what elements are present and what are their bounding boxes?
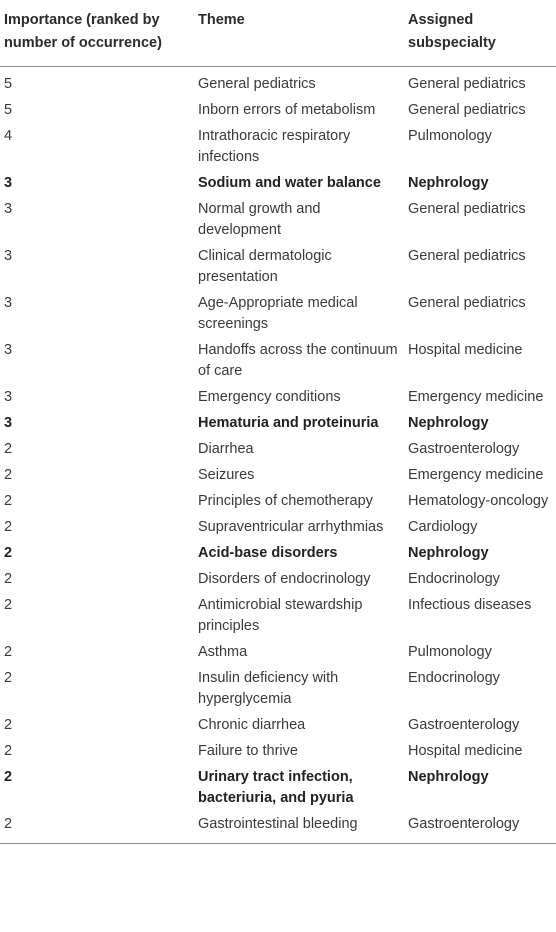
rank-cell: 3: [4, 389, 13, 405]
subspecialty-cell: Gastroenterology: [408, 441, 520, 457]
subspecialty-cell: Hematology-oncology: [408, 493, 549, 509]
theme-cell: Sodium and water balance: [198, 175, 381, 191]
table-row: [0, 739, 556, 765]
table-row: [0, 197, 556, 244]
table-row: [0, 515, 556, 541]
table-row: [0, 489, 556, 515]
rank-cell: 5: [4, 102, 13, 118]
subspecialty-cell: Pulmonology: [408, 128, 492, 144]
theme-cell: Urinary tract infection, bacteriuria, and pyuria: [198, 769, 354, 806]
table-row: [0, 67, 556, 99]
theme-cell: Disorders of endocrinology: [198, 571, 371, 587]
table-row: [0, 385, 556, 411]
table-row: [0, 812, 556, 844]
subspecialty-cell: Pulmonology: [408, 644, 492, 660]
theme-cell: General pediatrics: [198, 76, 316, 92]
rank-cell: 2: [4, 571, 13, 587]
rank-cell: 5: [4, 76, 13, 92]
theme-cell: Supraventricular arrhythmias: [198, 519, 384, 535]
subspecialty-cell: Infectious diseases: [408, 597, 532, 613]
table-row: [0, 171, 556, 197]
table-row: [0, 124, 556, 171]
theme-cell: Acid-base disorders: [198, 545, 338, 561]
table-row: [0, 291, 556, 338]
subspecialty-cell: Nephrology: [408, 415, 489, 431]
table-row: [0, 338, 556, 385]
theme-cell: Antimicrobial stewardship principles: [198, 597, 363, 634]
table-row: [0, 567, 556, 593]
rank-cell: 2: [0, 812, 194, 844]
subspecialty-cell: General pediatrics: [408, 201, 526, 217]
rank-cell: 2: [4, 467, 13, 483]
rank-cell: 2: [4, 441, 13, 457]
header-theme: Theme: [194, 0, 404, 67]
subspecialty-cell: Endocrinology: [408, 571, 500, 587]
theme-cell: Diarrhea: [198, 441, 254, 457]
rank-cell: 2: [4, 644, 13, 660]
rank-cell: 3: [4, 175, 13, 191]
table-row: [0, 541, 556, 567]
theme-cell: Clinical dermatologic presentation: [198, 248, 332, 285]
table-body: [0, 67, 556, 844]
rank-cell: 3: [4, 248, 13, 264]
table-row: [0, 98, 556, 124]
subspecialty-cell: Endocrinology: [408, 670, 500, 686]
subspecialty-cell: Emergency medicine: [408, 389, 544, 405]
rank-cell: 4: [4, 128, 13, 144]
rank-cell: 2: [4, 493, 13, 509]
table-row: [0, 765, 556, 812]
rank-cell: 3: [4, 201, 13, 217]
subspecialty-cell: General pediatrics: [408, 295, 526, 311]
theme-cell: Inborn errors of metabolism: [198, 102, 376, 118]
subspecialty-cell: General pediatrics: [408, 76, 526, 92]
theme-cell: Handoffs across the continuum of care: [198, 342, 398, 379]
rank-cell: 3: [4, 295, 13, 311]
theme-cell: Insulin deficiency with hyperglycemia: [198, 670, 339, 707]
rank-cell: 2: [4, 743, 13, 759]
rank-cell: 2: [4, 545, 13, 561]
theme-cell: Intrathoracic respiratory infections: [198, 128, 351, 165]
header-importance: Importance (ranked by number of occurrence): [0, 0, 194, 67]
table-row: [0, 463, 556, 489]
table-row: [0, 593, 556, 640]
theme-cell: Chronic diarrhea: [198, 717, 306, 733]
table-row: [0, 437, 556, 463]
rank-cell: 2: [4, 670, 13, 686]
subspecialty-cell: General pediatrics: [408, 102, 526, 118]
subspecialty-cell: Hospital medicine: [408, 743, 523, 759]
rank-cell: 3: [4, 415, 13, 431]
rank-cell: 2: [4, 769, 13, 785]
table-row: [0, 411, 556, 437]
theme-cell: Failure to thrive: [198, 743, 298, 759]
table-header: [0, 0, 556, 67]
table-row: [0, 640, 556, 666]
subspecialty-cell: Gastroenterology: [408, 717, 520, 733]
rank-cell: 2: [4, 519, 13, 535]
subspecialty-cell: Hospital medicine: [408, 342, 523, 358]
theme-cell: Hematuria and proteinuria: [198, 415, 379, 431]
header-subspecialty: Assigned subspecialty: [404, 0, 556, 67]
theme-cell: Asthma: [198, 644, 248, 660]
rank-cell: 3: [4, 342, 13, 358]
subspecialty-cell: Gastroenterology: [404, 812, 556, 844]
rank-cell: 2: [4, 717, 13, 733]
subspecialty-cell: Emergency medicine: [408, 467, 544, 483]
theme-cell: Seizures: [198, 467, 255, 483]
subspecialty-cell: Nephrology: [408, 175, 489, 191]
rank-cell: 2: [4, 597, 13, 613]
theme-cell: Gastrointestinal bleeding: [194, 812, 404, 844]
theme-cell: Normal growth and development: [198, 201, 321, 238]
theme-cell: Emergency conditions: [198, 389, 341, 405]
theme-cell: Principles of chemotherapy: [198, 493, 373, 509]
header-row: [0, 0, 556, 67]
theme-cell: Age-Appropriate medical screenings: [198, 295, 358, 332]
table-row: [0, 244, 556, 291]
subspecialty-cell: Nephrology: [408, 545, 489, 561]
subspecialty-cell: Cardiology: [408, 519, 478, 535]
table-row: [0, 666, 556, 713]
table-row: [0, 713, 556, 739]
subspecialty-cell: Nephrology: [408, 769, 489, 785]
subspecialty-cell: General pediatrics: [408, 248, 526, 264]
